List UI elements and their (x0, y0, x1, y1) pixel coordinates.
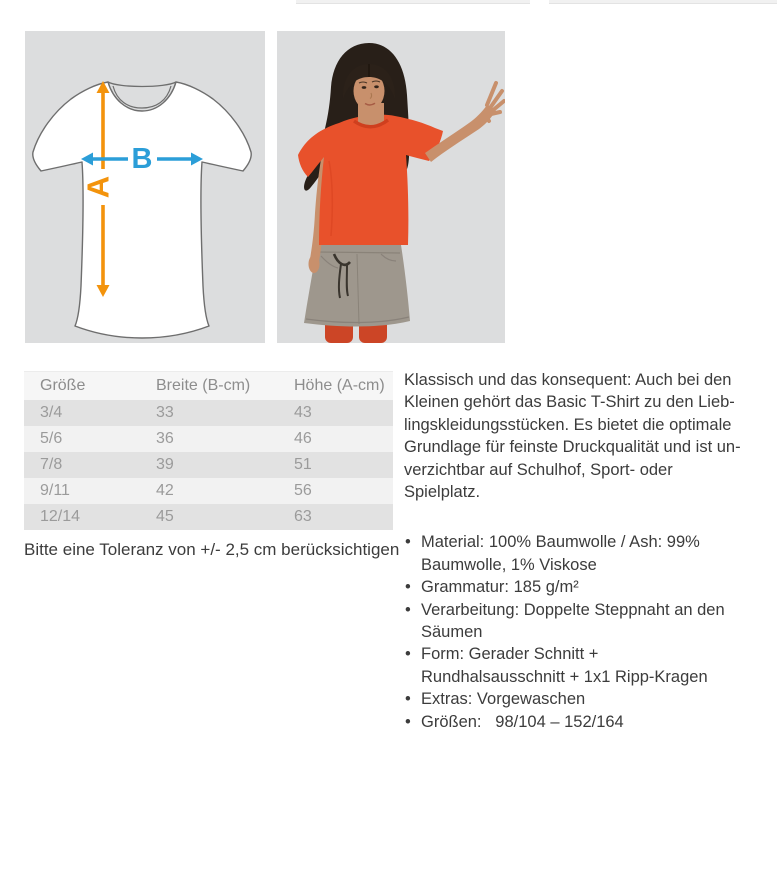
product-detail-item: • Größen: 98/104 – 152/164 (404, 711, 744, 733)
table-cell: 43 (278, 400, 393, 426)
product-detail-item: • Form: Gerader Schnitt + Rundhalsausschnitt + 1x1 Ripp-Kragen (405, 645, 708, 686)
tolerance-note: Bitte eine Toleranz von +/- 2,5 cm berücksichtigen (24, 540, 400, 559)
column-header: Breite (B-cm) (140, 372, 278, 401)
table-cell: 3/4 (24, 400, 140, 426)
model-photo-panel (277, 31, 505, 343)
product-detail-item: • Grammatur: 185 g/m² (404, 576, 744, 598)
bullet-icon: • (405, 712, 411, 731)
table-cell: 7/8 (24, 452, 140, 478)
column-header: Größe (24, 372, 140, 401)
column-header: Höhe (A-cm) (278, 372, 393, 401)
cropped-panel-edge-right (549, 0, 777, 4)
label-b: B (131, 143, 153, 175)
table-cell: 33 (140, 400, 278, 426)
bullet-icon: • (405, 690, 411, 709)
table-cell: 46 (278, 426, 393, 452)
table-cell: 36 (140, 426, 278, 452)
cropped-panel-edge-left (296, 0, 530, 4)
product-detail-item: • Verarbeitung: Doppelte Steppnaht an den Säumen (405, 600, 730, 642)
collar-back-line (108, 82, 176, 87)
table-cell: 63 (278, 504, 393, 530)
table-cell: 51 (278, 452, 393, 478)
table-row (24, 426, 393, 452)
paragraph-line: lingskleidungsstücken. Es bietet die optimale (404, 415, 732, 434)
table-row (24, 400, 393, 426)
tshirt-measurement-diagram (25, 31, 265, 343)
paragraph-line: Klassisch und das konsequent: Auch bei den (404, 371, 732, 389)
bullet-icon: • (405, 533, 411, 552)
product-detail-item: • Extras: Vorgewaschen (404, 688, 744, 710)
bullet-icon: • (405, 600, 411, 619)
table-cell: 12/14 (24, 504, 140, 530)
table-cell: 45 (140, 504, 278, 530)
size-table-header-row (24, 372, 393, 401)
paragraph-line: Grundlage für feinste Druckqualität und ist un- (404, 438, 741, 457)
paragraph-line: verzichtbar auf Schulhof, Sport- oder Spielplatz. (404, 460, 673, 502)
table-row (24, 452, 393, 478)
product-description (404, 369, 750, 733)
denim-skirt (304, 245, 410, 327)
raised-arm (425, 83, 504, 162)
product-detail-item: • Material: 100% Baumwolle / Ash: 99% Baumwolle, 1% Viskose (405, 533, 705, 574)
bullet-icon: • (405, 578, 411, 597)
size-table-body (24, 400, 393, 530)
bullet-icon: • (405, 645, 411, 664)
table-cell: 9/11 (24, 478, 140, 504)
paragraph-line: Kleinen gehört das Basic T-Shirt zu den Lieb- (404, 393, 735, 412)
size-diagram-panel (25, 31, 265, 343)
table-row (24, 478, 393, 504)
description-paragraph (404, 369, 750, 503)
tshirt-outline (33, 82, 251, 338)
child-model-illustration (277, 31, 505, 343)
table-cell: 56 (278, 478, 393, 504)
label-a: A (80, 175, 116, 199)
product-details-list (404, 531, 744, 733)
table-row (24, 504, 393, 530)
table-cell: 39 (140, 452, 278, 478)
size-table (24, 371, 393, 530)
table-cell: 5/6 (24, 426, 140, 452)
table-cell: 42 (140, 478, 278, 504)
